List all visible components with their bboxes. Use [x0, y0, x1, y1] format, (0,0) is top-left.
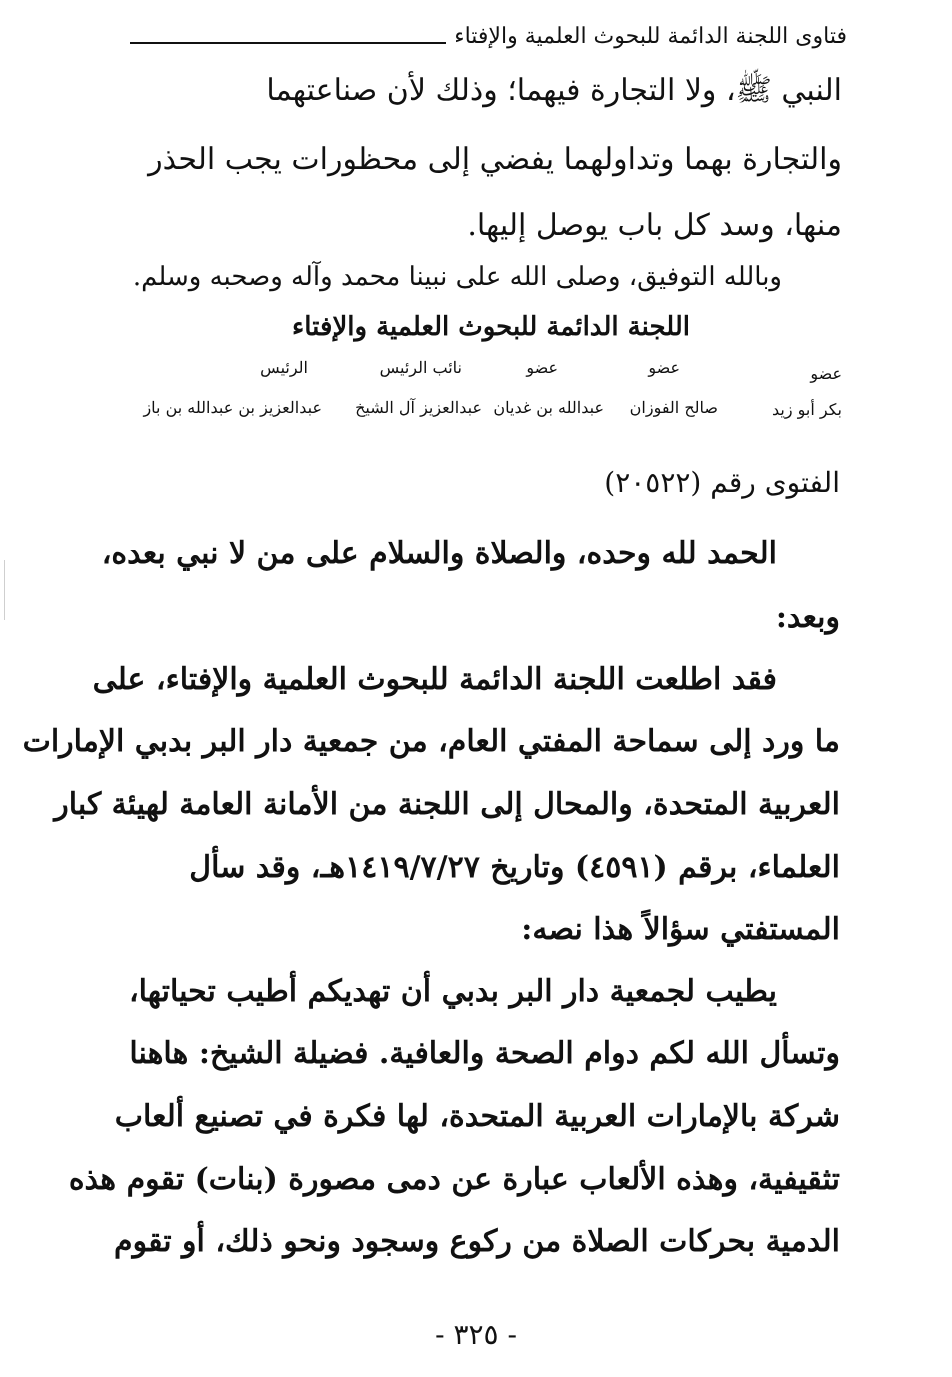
fatwa-line-11: تثقيفية، وهذه الألعاب عبارة عن دمى مصورة (بنات) تقوم هذه [68, 1162, 840, 1197]
fatwa-line-5: العربية المتحدة، والمحال إلى اللجنة من الأمانة العامة لهيئة كبار [54, 787, 840, 822]
fatwa-line-7: المستفتي سؤالاً هذا نصه: [521, 912, 840, 947]
name-president: عبدالعزيز بن عبدالله بن باز [143, 398, 322, 417]
previous-text-line-3: منها، وسد كل باب يوصل إليها. [467, 208, 842, 243]
name-vice-president: عبدالعزيز آل الشيخ [355, 398, 482, 417]
role-member-1: عضو [810, 364, 842, 383]
fatwa-line-3: فقد اطلعت اللجنة الدائمة للبحوث العلمية والإفتاء، على [92, 662, 777, 697]
role-vice-president: نائب الرئيس [379, 358, 462, 377]
closing-prayer: وبالله التوفيق، وصلى الله على نبينا محمد وآله وصحبه وسلم. [132, 262, 782, 292]
signatory-names [140, 398, 842, 422]
page-number: - ٣٢٥ - [435, 1318, 517, 1351]
previous-text-line-1: النبي ﷺ، ولا التجارة فيهما؛ وذلك لأن صناعتهما [266, 73, 842, 108]
name-member-3: عبدالله بن غديان [493, 398, 604, 417]
running-header [130, 24, 847, 54]
role-member-2: عضو [648, 358, 680, 377]
role-president: الرئيس [260, 358, 308, 377]
fatwa-line-12: الدمية بحركات الصلاة من ركوع وسجود ونحو ذلك، أو تقوم [114, 1224, 840, 1259]
fatwa-line-4: ما ورد إلى سماحة المفتي العام، من جمعية دار البر بدبي الإمارات [22, 724, 840, 759]
role-member-3: عضو [526, 358, 558, 377]
fatwa-line-1: الحمد لله وحده، والصلاة والسلام على من لا نبي بعده، [101, 536, 777, 571]
name-member-2: صالح الفوزان [629, 398, 718, 417]
fatwa-line-9: وتسأل الله لكم دوام الصحة والعافية. فضيلة الشيخ: هاهنا [129, 1036, 840, 1071]
previous-text-line-2: والتجارة بهما وتداولهما يفضي إلى محظورات يجب الحذر [148, 142, 842, 177]
fatwa-line-10: شركة بالإمارات العربية المتحدة، لها فكرة في تصنيع ألعاب [114, 1099, 840, 1134]
scan-margin-mark [4, 560, 5, 620]
signatory-roles [140, 358, 842, 382]
fatwa-line-8: يطيب لجمعية دار البر بدبي أن تهديكم أطيب تحياتها، [128, 974, 777, 1009]
header-title: فتاوى اللجنة الدائمة للبحوث العلمية والإفتاء [454, 24, 847, 49]
name-member-1: بكر أبو زيد [771, 400, 842, 419]
header-rule [130, 42, 446, 44]
fatwa-line-6: العلماء، برقم (٤٥٩١) وتاريخ ١٤١٩/٧/٢٧هـ، وقد سأل [189, 850, 840, 885]
committee-name: اللجنة الدائمة للبحوث العلمية والإفتاء [292, 312, 690, 342]
fatwa-number: الفتوى رقم (٢٠٥٢٢) [604, 466, 840, 499]
fatwa-line-2: وبعد: [775, 600, 840, 635]
